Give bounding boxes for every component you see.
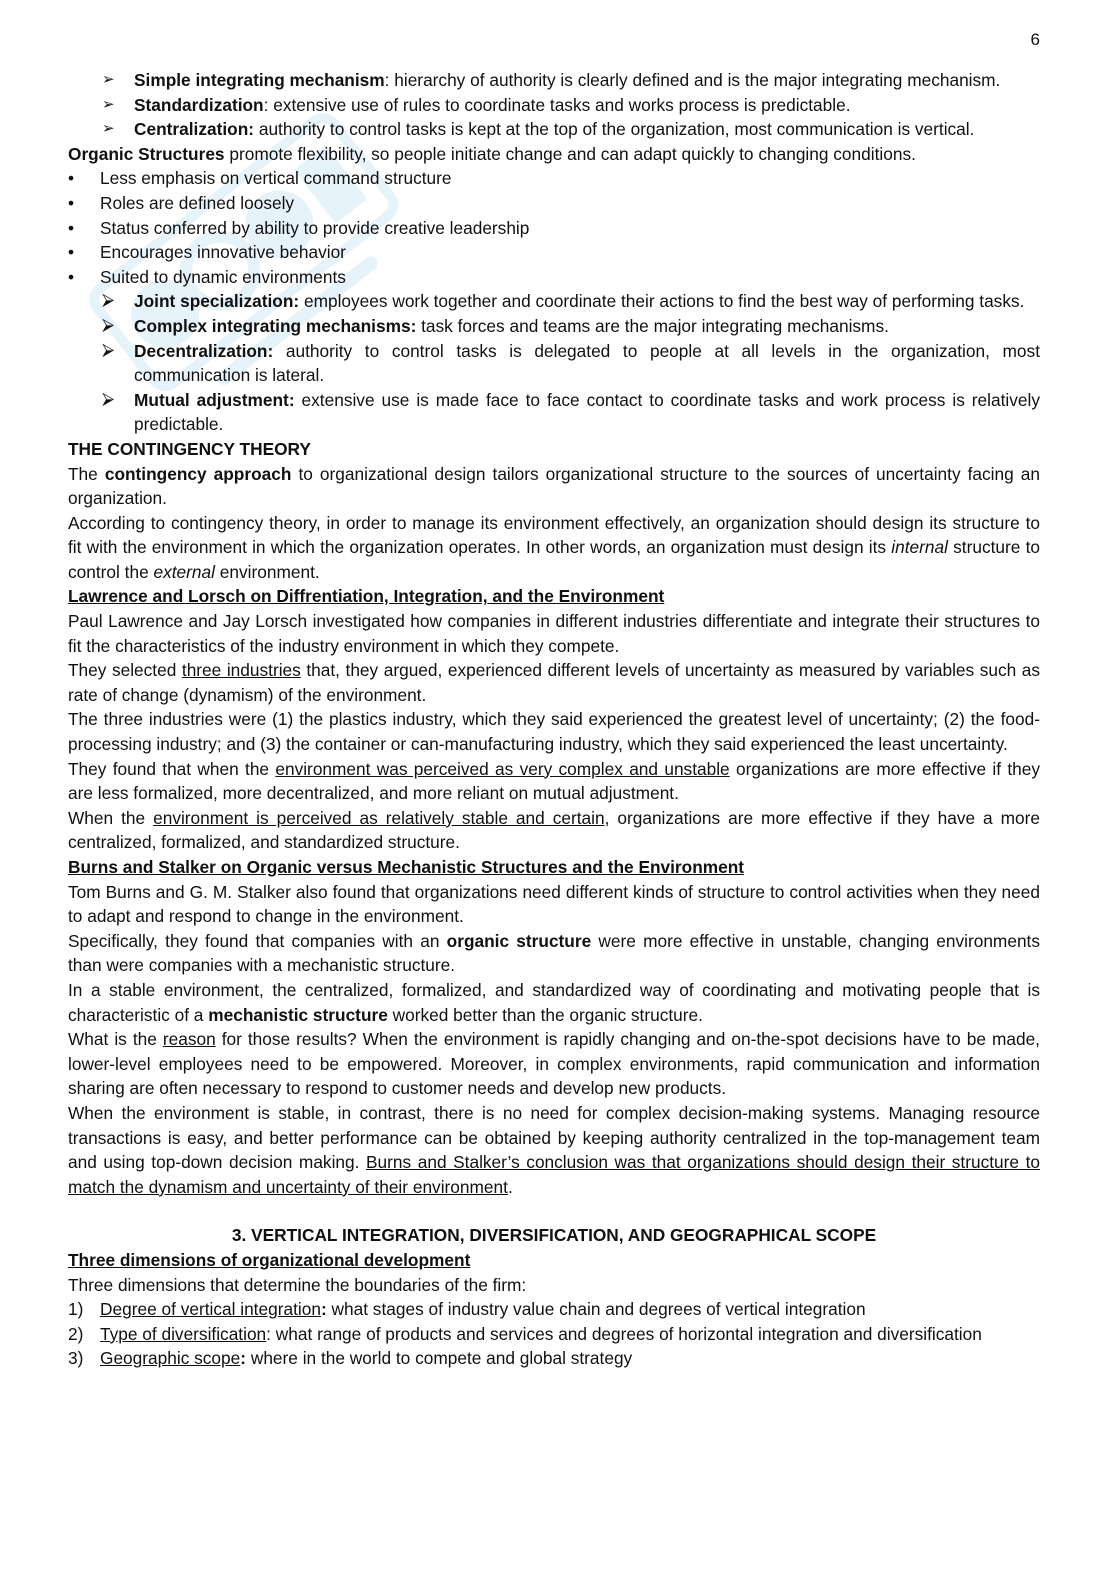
paragraph: According to contingency theory, in order to manage its environment effectively, an organization should design its structure to fit with the environment in which the organization operates. In other words, an organization must design its internal structure to control the external environment. bbox=[68, 512, 1040, 582]
mech-item: ➢ Standardization: extensive use of rules to coordinate tasks and works process is predictable. bbox=[68, 93, 1040, 118]
paragraph: The contingency approach to organizational design tailors organizational structure to the sources of uncertainty facing an organization. bbox=[68, 463, 1040, 509]
paragraph: They found that when the environment was perceived as very complex and unstable organizations are more effective if they are less formalized, more decentralized, and more reliant on mutual adjustment. bbox=[68, 758, 1040, 804]
organic-item: ⮚ Complex integrating mechanisms: task forces and teams are the major integrating mechanisms. bbox=[102, 314, 889, 336]
page-number: 6 bbox=[1030, 30, 1040, 49]
organic-item: ⮚ Decentralization: authority to control tasks is delegated to people at all levels in the organization, most communication is lateral. bbox=[102, 339, 1040, 386]
numbered-item: 2) Type of diversification: what range of products and services and degrees of horizontal integration and diversification bbox=[68, 1323, 982, 1344]
paragraph: When the environment is perceived as relatively stable and certain, organizations are more effective if they have a more centralized, formalized, and standardized structure. bbox=[68, 807, 1040, 853]
arrowhead-bullet-icon: ⮚ bbox=[102, 290, 115, 310]
list-item: • Status conferred by ability to provide creative leadership bbox=[68, 216, 1040, 241]
burns-stalker-heading: Burns and Stalker on Organic versus Mechanistic Structures and the Environment bbox=[68, 857, 745, 877]
arrow-bullet-icon: ➢ bbox=[102, 95, 115, 113]
bullet-dot-icon: • bbox=[68, 266, 75, 287]
numbered-item: 1) Degree of vertical integration: what stages of industry value chain and degrees of vertical integration bbox=[68, 1299, 866, 1320]
arrowhead-bullet-icon: ⮚ bbox=[102, 339, 115, 359]
contingency-heading: THE CONTINGENCY THEORY bbox=[68, 438, 311, 459]
arrow-bullet-icon: ➢ bbox=[102, 120, 115, 138]
lawrence-lorsch-heading: Lawrence and Lorsch on Diffrentiation, Integration, and the Environment bbox=[68, 586, 665, 607]
section-title: 3. VERTICAL INTEGRATION, DIVERSIFICATION, AND GEOGRAPHICAL SCOPE bbox=[231, 1225, 877, 1246]
bullet-dot-icon: • bbox=[68, 217, 75, 238]
paragraph: Specifically, they found that companies with an organic structure were more effective in unstable, changing environments than were companies with a mechanistic structure. bbox=[68, 930, 1040, 976]
bullet-dot-icon: • bbox=[68, 242, 75, 263]
mech-item: ➢ Simple integrating mechanism: hierarchy of authority is clearly defined and is the major integrating mechanism. bbox=[68, 68, 1040, 93]
list-item: • Less emphasis on vertical command structure bbox=[68, 166, 1040, 191]
list-item: • Roles are defined loosely bbox=[68, 191, 1040, 216]
list-item: • Encourages innovative behavior bbox=[68, 240, 1040, 265]
paragraph: Tom Burns and G. M. Stalker also found that organizations need different kinds of structure to control activities when they need to adapt and respond to change in the environment. bbox=[68, 881, 1040, 927]
list-item: • Suited to dynamic environments bbox=[68, 265, 1040, 290]
page-content bbox=[68, 68, 1040, 1371]
bullet-dot-icon: • bbox=[68, 168, 75, 189]
mech-item: ➢ Centralization: authority to control tasks is kept at the top of the organization, most communication is vertical. bbox=[68, 117, 1040, 142]
paragraph: The three industries were (1) the plastics industry, which they said experienced the greatest level of uncertainty; (2) the food-processing industry; and (3) the container or can-manufacturing industry, which they said experienced the least uncertainty. bbox=[68, 709, 1040, 755]
bullet-dot-icon: • bbox=[68, 192, 75, 213]
paragraph: What is the reason for those results? When the environment is rapidly changing and on-the-spot decisions have to be made, lower-level employees need to be empowered. Moreover, in complex environments, rapid communication and information sharing are often necessary to respond to customer needs and develop new products. bbox=[68, 1029, 1040, 1099]
paragraph: They selected three industries that, they argued, experienced different levels of uncertainty as measured by variables such as rate of change (dynamism) of the environment. bbox=[68, 660, 1041, 705]
subheading: Three dimensions of organizational development bbox=[68, 1249, 471, 1270]
arrowhead-bullet-icon: ⮚ bbox=[102, 388, 115, 408]
paragraph: Three dimensions that determine the boundaries of the firm: bbox=[68, 1274, 527, 1295]
organic-intro: Organic Structures promote flexibility, so people initiate change and can adapt quickly to changing conditions. bbox=[68, 143, 916, 164]
arrow-bullet-icon: ➢ bbox=[102, 71, 115, 88]
numbered-item: 3) Geographic scope: where in the world to compete and global strategy bbox=[68, 1348, 633, 1369]
arrowhead-bullet-icon: ⮚ bbox=[102, 314, 115, 334]
paragraph: In a stable environment, the centralized, formalized, and standardized way of coordinating and motivating people that is characteristic of a mechanistic structure worked better than the organic structure. bbox=[68, 979, 1040, 1025]
paragraph: When the environment is stable, in contrast, there is no need for complex decision-making systems. Managing resource transactions is easy, and better performance can be obtained by keeping authority centralized in the top-management team and using top-down decision making. Burns and Stalker’s conclusion was that organizations should design their structure to match the dynamism and uncertainty of their environment. bbox=[68, 1102, 1040, 1197]
paragraph: Paul Lawrence and Jay Lorsch investigated how companies in different industries differentiate and integrate their structures to fit the characteristics of the industry environment in which they compete. bbox=[68, 611, 1040, 656]
organic-item: ⮚ Mutual adjustment: extensive use is made face to face contact to coordinate tasks and work process is relatively predictable. bbox=[102, 388, 1040, 435]
organic-item: ⮚ Joint specialization: employees work together and coordinate their actions to find the best way of performing tasks. bbox=[102, 290, 1025, 312]
